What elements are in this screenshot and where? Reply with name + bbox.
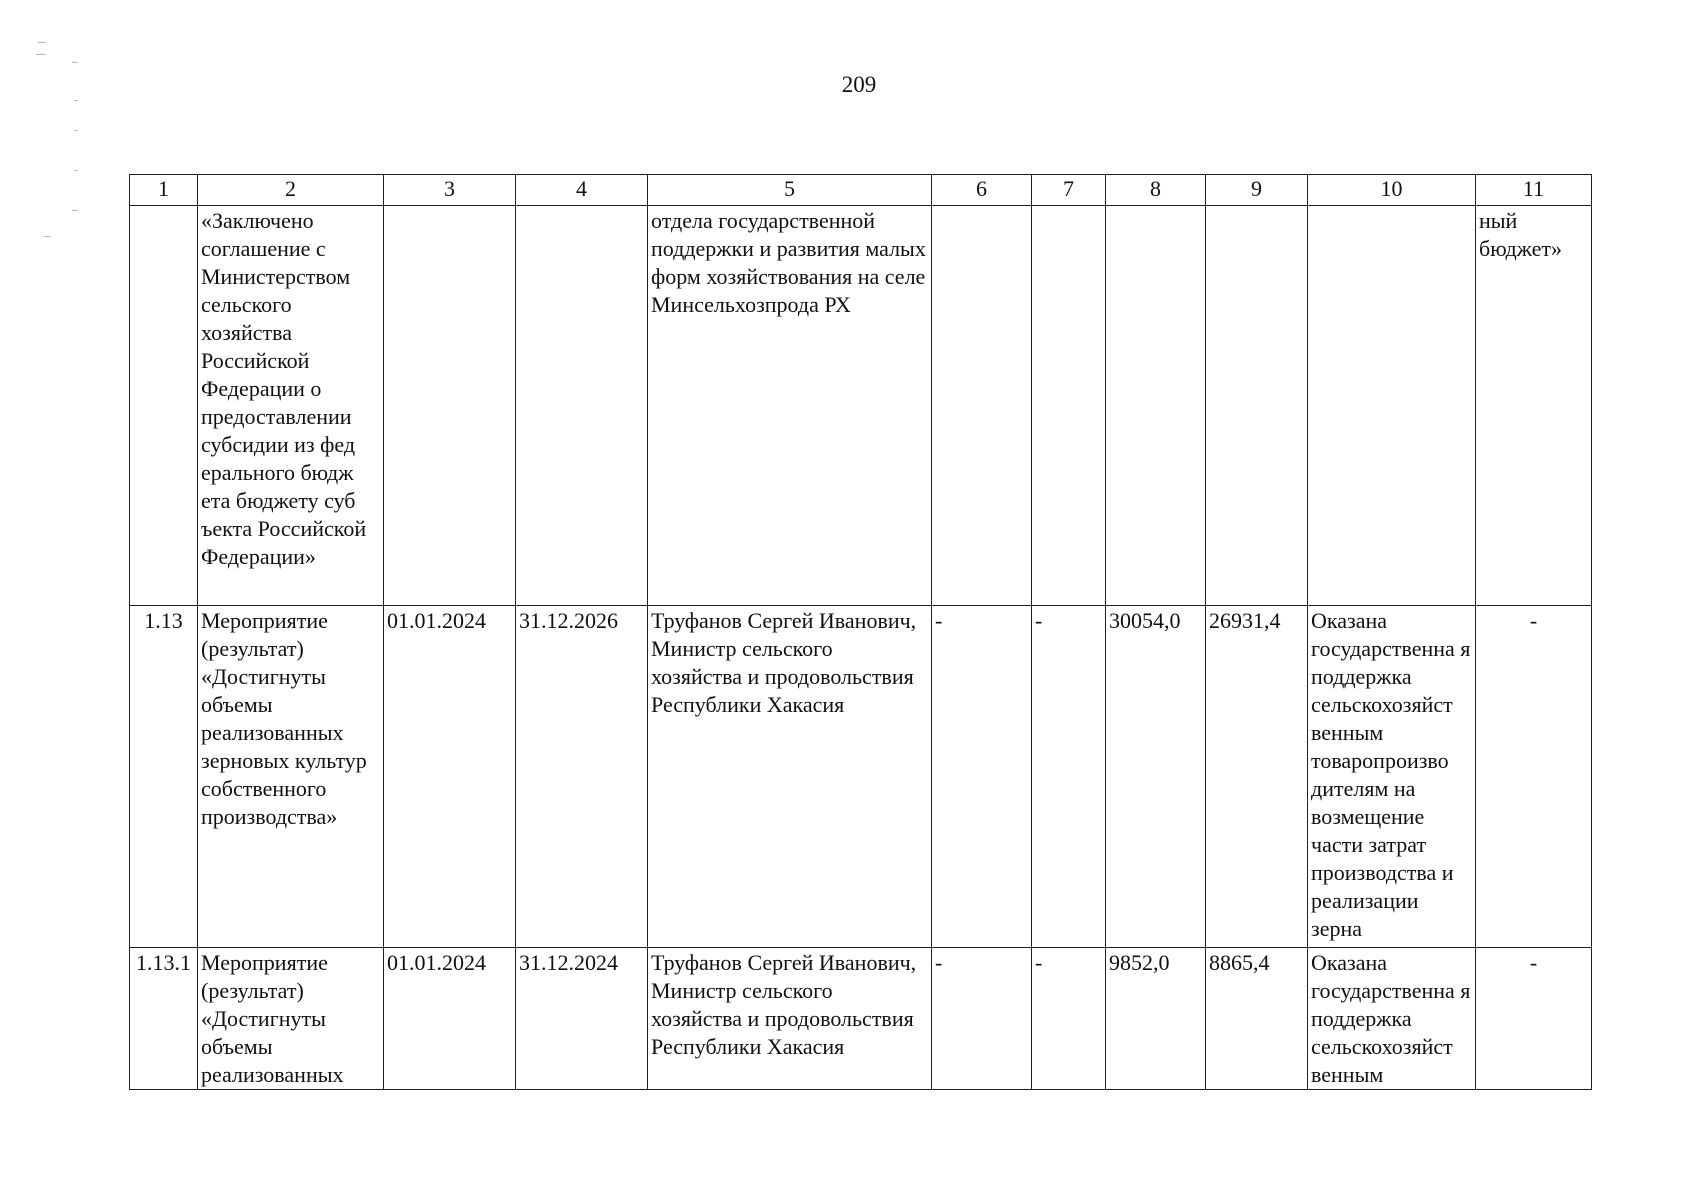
responsible-person: Труфанов Сергей Иванович, Министр сельского хозяйства и продовольствия Республики Хакасия bbox=[648, 948, 932, 1090]
row-number bbox=[130, 206, 198, 606]
measure-name: «Заключено соглашение с Министерством сельского хозяйства Российской Федерации о предоставлении субсидии из фед ерального бюдж ета бюджету суб ъекта Российской Федерации» bbox=[198, 206, 384, 606]
col-header-8: 8 bbox=[1106, 175, 1206, 206]
end-date bbox=[516, 206, 648, 606]
amount-col8: 9852,0 bbox=[1106, 948, 1206, 1090]
table-row bbox=[130, 206, 1592, 606]
responsible-person: отдела государственной поддержки и развития малых форм хозяйствования на селе Минсельхозпрода РХ bbox=[648, 206, 932, 606]
cell-col7: - bbox=[1032, 606, 1106, 948]
amount-col9 bbox=[1206, 206, 1308, 606]
cell-col6 bbox=[932, 206, 1032, 606]
measure-name: Мероприятие (результат) «Достигнуты объемы реализованных bbox=[198, 948, 384, 1090]
amount-col8: 30054,0 bbox=[1106, 606, 1206, 948]
cell-col6: - bbox=[932, 606, 1032, 948]
amount-col9: 26931,4 bbox=[1206, 606, 1308, 948]
result-description: Оказана государственна я поддержка сельскохозяйст венным товаропроизво дителям на возмещение части затрат производства и реализации зерна bbox=[1308, 606, 1476, 948]
table-row bbox=[130, 606, 1592, 948]
cell-col11: ный бюджет» bbox=[1476, 206, 1592, 606]
table-row bbox=[130, 948, 1592, 1090]
col-header-10: 10 bbox=[1308, 175, 1476, 206]
cell-col11: - bbox=[1476, 948, 1592, 1090]
col-header-3: 3 bbox=[384, 175, 516, 206]
cell-col7: - bbox=[1032, 948, 1106, 1090]
cell-col11: - bbox=[1476, 606, 1592, 948]
end-date: 31.12.2024 bbox=[516, 948, 648, 1090]
col-header-2: 2 bbox=[198, 175, 384, 206]
amount-col8 bbox=[1106, 206, 1206, 606]
row-number: 1.13.1 bbox=[130, 948, 198, 1090]
col-header-6: 6 bbox=[932, 175, 1032, 206]
measures-table bbox=[129, 174, 1592, 1090]
cell-col7 bbox=[1032, 206, 1106, 606]
amount-col9: 8865,4 bbox=[1206, 948, 1308, 1090]
col-header-9: 9 bbox=[1206, 175, 1308, 206]
scan-edge-marks bbox=[34, 40, 84, 240]
row-number: 1.13 bbox=[130, 606, 198, 948]
cell-col6: - bbox=[932, 948, 1032, 1090]
page-number: 209 bbox=[841, 72, 877, 97]
measure-name: Мероприятие (результат) «Достигнуты объемы реализованных зерновых культур собственного производства» bbox=[198, 606, 384, 948]
col-header-11: 11 bbox=[1476, 175, 1592, 206]
responsible-person: Труфанов Сергей Иванович, Министр сельского хозяйства и продовольствия Республики Хакасия bbox=[648, 606, 932, 948]
col-header-1: 1 bbox=[130, 175, 198, 206]
result-description: Оказана государственна я поддержка сельскохозяйст венным bbox=[1308, 948, 1476, 1090]
start-date: 01.01.2024 bbox=[384, 948, 516, 1090]
result-description bbox=[1308, 206, 1476, 606]
end-date: 31.12.2026 bbox=[516, 606, 648, 948]
start-date bbox=[384, 206, 516, 606]
col-header-7: 7 bbox=[1032, 175, 1106, 206]
start-date: 01.01.2024 bbox=[384, 606, 516, 948]
header-row bbox=[130, 175, 1592, 206]
col-header-4: 4 bbox=[516, 175, 648, 206]
col-header-5: 5 bbox=[648, 175, 932, 206]
